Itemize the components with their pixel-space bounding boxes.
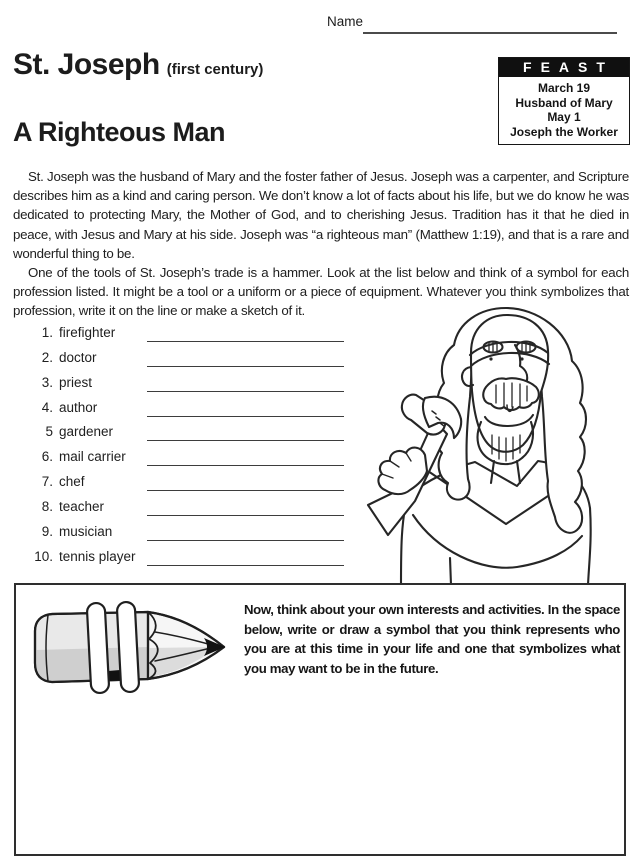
intro-paragraph-1: St. Joseph was the husband of Mary and the foster father of Jesus. Joseph was a carpenter, and Scripture describes him as a kind and caring person. We don’t know a lot of facts about his life, but we do know he was dedicated to protecting Mary, the Mother of God, and to cherishing Jesus. Tradition has it that he died in peace, with Jesus and Mary at his side. Joseph was “a righteous man” (Matthew 1:19), and that is a rare and wonderful thing to be. <box>13 169 629 261</box>
pencil-ring-1 <box>87 603 110 694</box>
item-label: chef <box>59 474 85 490</box>
answer-line[interactable] <box>147 499 344 516</box>
item-number: 8. <box>41 498 53 514</box>
saint-name: St. Joseph <box>13 48 160 81</box>
pencil-ring-2 <box>117 602 140 693</box>
item-number: 10. <box>34 548 53 564</box>
mustache <box>483 378 539 410</box>
answer-line[interactable] <box>147 424 344 441</box>
item-number: 5 <box>45 424 53 440</box>
list-item <box>28 549 358 574</box>
item-label: doctor <box>59 349 97 365</box>
tunic-seam <box>450 558 451 585</box>
item-label: author <box>59 399 98 415</box>
title-note: (first century) <box>166 61 264 78</box>
item-label: gardener <box>59 424 114 440</box>
list-item <box>28 325 358 350</box>
feast-date-2: May 1 <box>547 110 581 124</box>
feast-title-1: Husband of Mary <box>515 95 613 110</box>
item-number: 1. <box>41 325 53 340</box>
feast-title-2: Joseph the Worker <box>510 124 618 139</box>
answer-line[interactable] <box>147 400 344 417</box>
feast-box <box>498 57 630 145</box>
st-joseph-illustration <box>355 295 640 585</box>
answer-line[interactable] <box>147 449 344 466</box>
item-label: teacher <box>59 498 105 514</box>
pencil-illustration <box>26 595 248 703</box>
list-item <box>28 449 358 474</box>
activity-instructions: Now, think about your own interests and activities. In the space below, write or draw a symbol that you think represents who you are at this time in your life and one that symbolizes what you may want to be in the future. <box>244 602 620 676</box>
item-label: firefighter <box>59 325 116 340</box>
item-label: mail carrier <box>59 449 126 465</box>
list-item <box>28 474 358 499</box>
page-title <box>13 50 263 80</box>
answer-line[interactable] <box>147 524 344 541</box>
name-label: Name <box>327 14 364 29</box>
list-item <box>28 350 358 375</box>
item-number: 2. <box>41 349 53 365</box>
item-number: 3. <box>41 374 53 390</box>
activity-box <box>14 583 626 856</box>
item-number: 9. <box>41 523 53 539</box>
intro-paragraph-2: One of the tools of St. Joseph’s trade is a hammer. Look at the list below and think of a symbol for each profession listed. It might be a tool or a uniform or a piece of equipment. Whatever you think symbolizes that profession, write it on the line or make a sketch of it. <box>13 265 629 319</box>
drawing-area[interactable] <box>24 710 616 848</box>
answer-line[interactable] <box>147 549 344 566</box>
feast-box-body <box>499 77 629 144</box>
name-input-line[interactable] <box>363 13 617 34</box>
feast-date-1: March 19 <box>537 81 591 95</box>
list-item <box>28 375 358 400</box>
answer-line[interactable] <box>147 375 344 392</box>
feast-box-header: FEAST <box>499 58 629 77</box>
item-number: 7. <box>41 474 53 490</box>
item-number: 4. <box>41 399 53 415</box>
item-label: musician <box>59 523 113 539</box>
item-number: 6. <box>41 449 53 465</box>
answer-line[interactable] <box>147 325 344 342</box>
professions-list <box>28 325 358 573</box>
list-item <box>28 524 358 549</box>
answer-line[interactable] <box>147 350 344 367</box>
list-item <box>28 424 358 449</box>
list-item <box>28 400 358 425</box>
item-label: tennis player <box>59 548 136 564</box>
section-heading: A Righteous Man <box>13 117 225 147</box>
item-label: priest <box>59 374 93 390</box>
list-item <box>28 499 358 524</box>
answer-line[interactable] <box>147 474 344 491</box>
